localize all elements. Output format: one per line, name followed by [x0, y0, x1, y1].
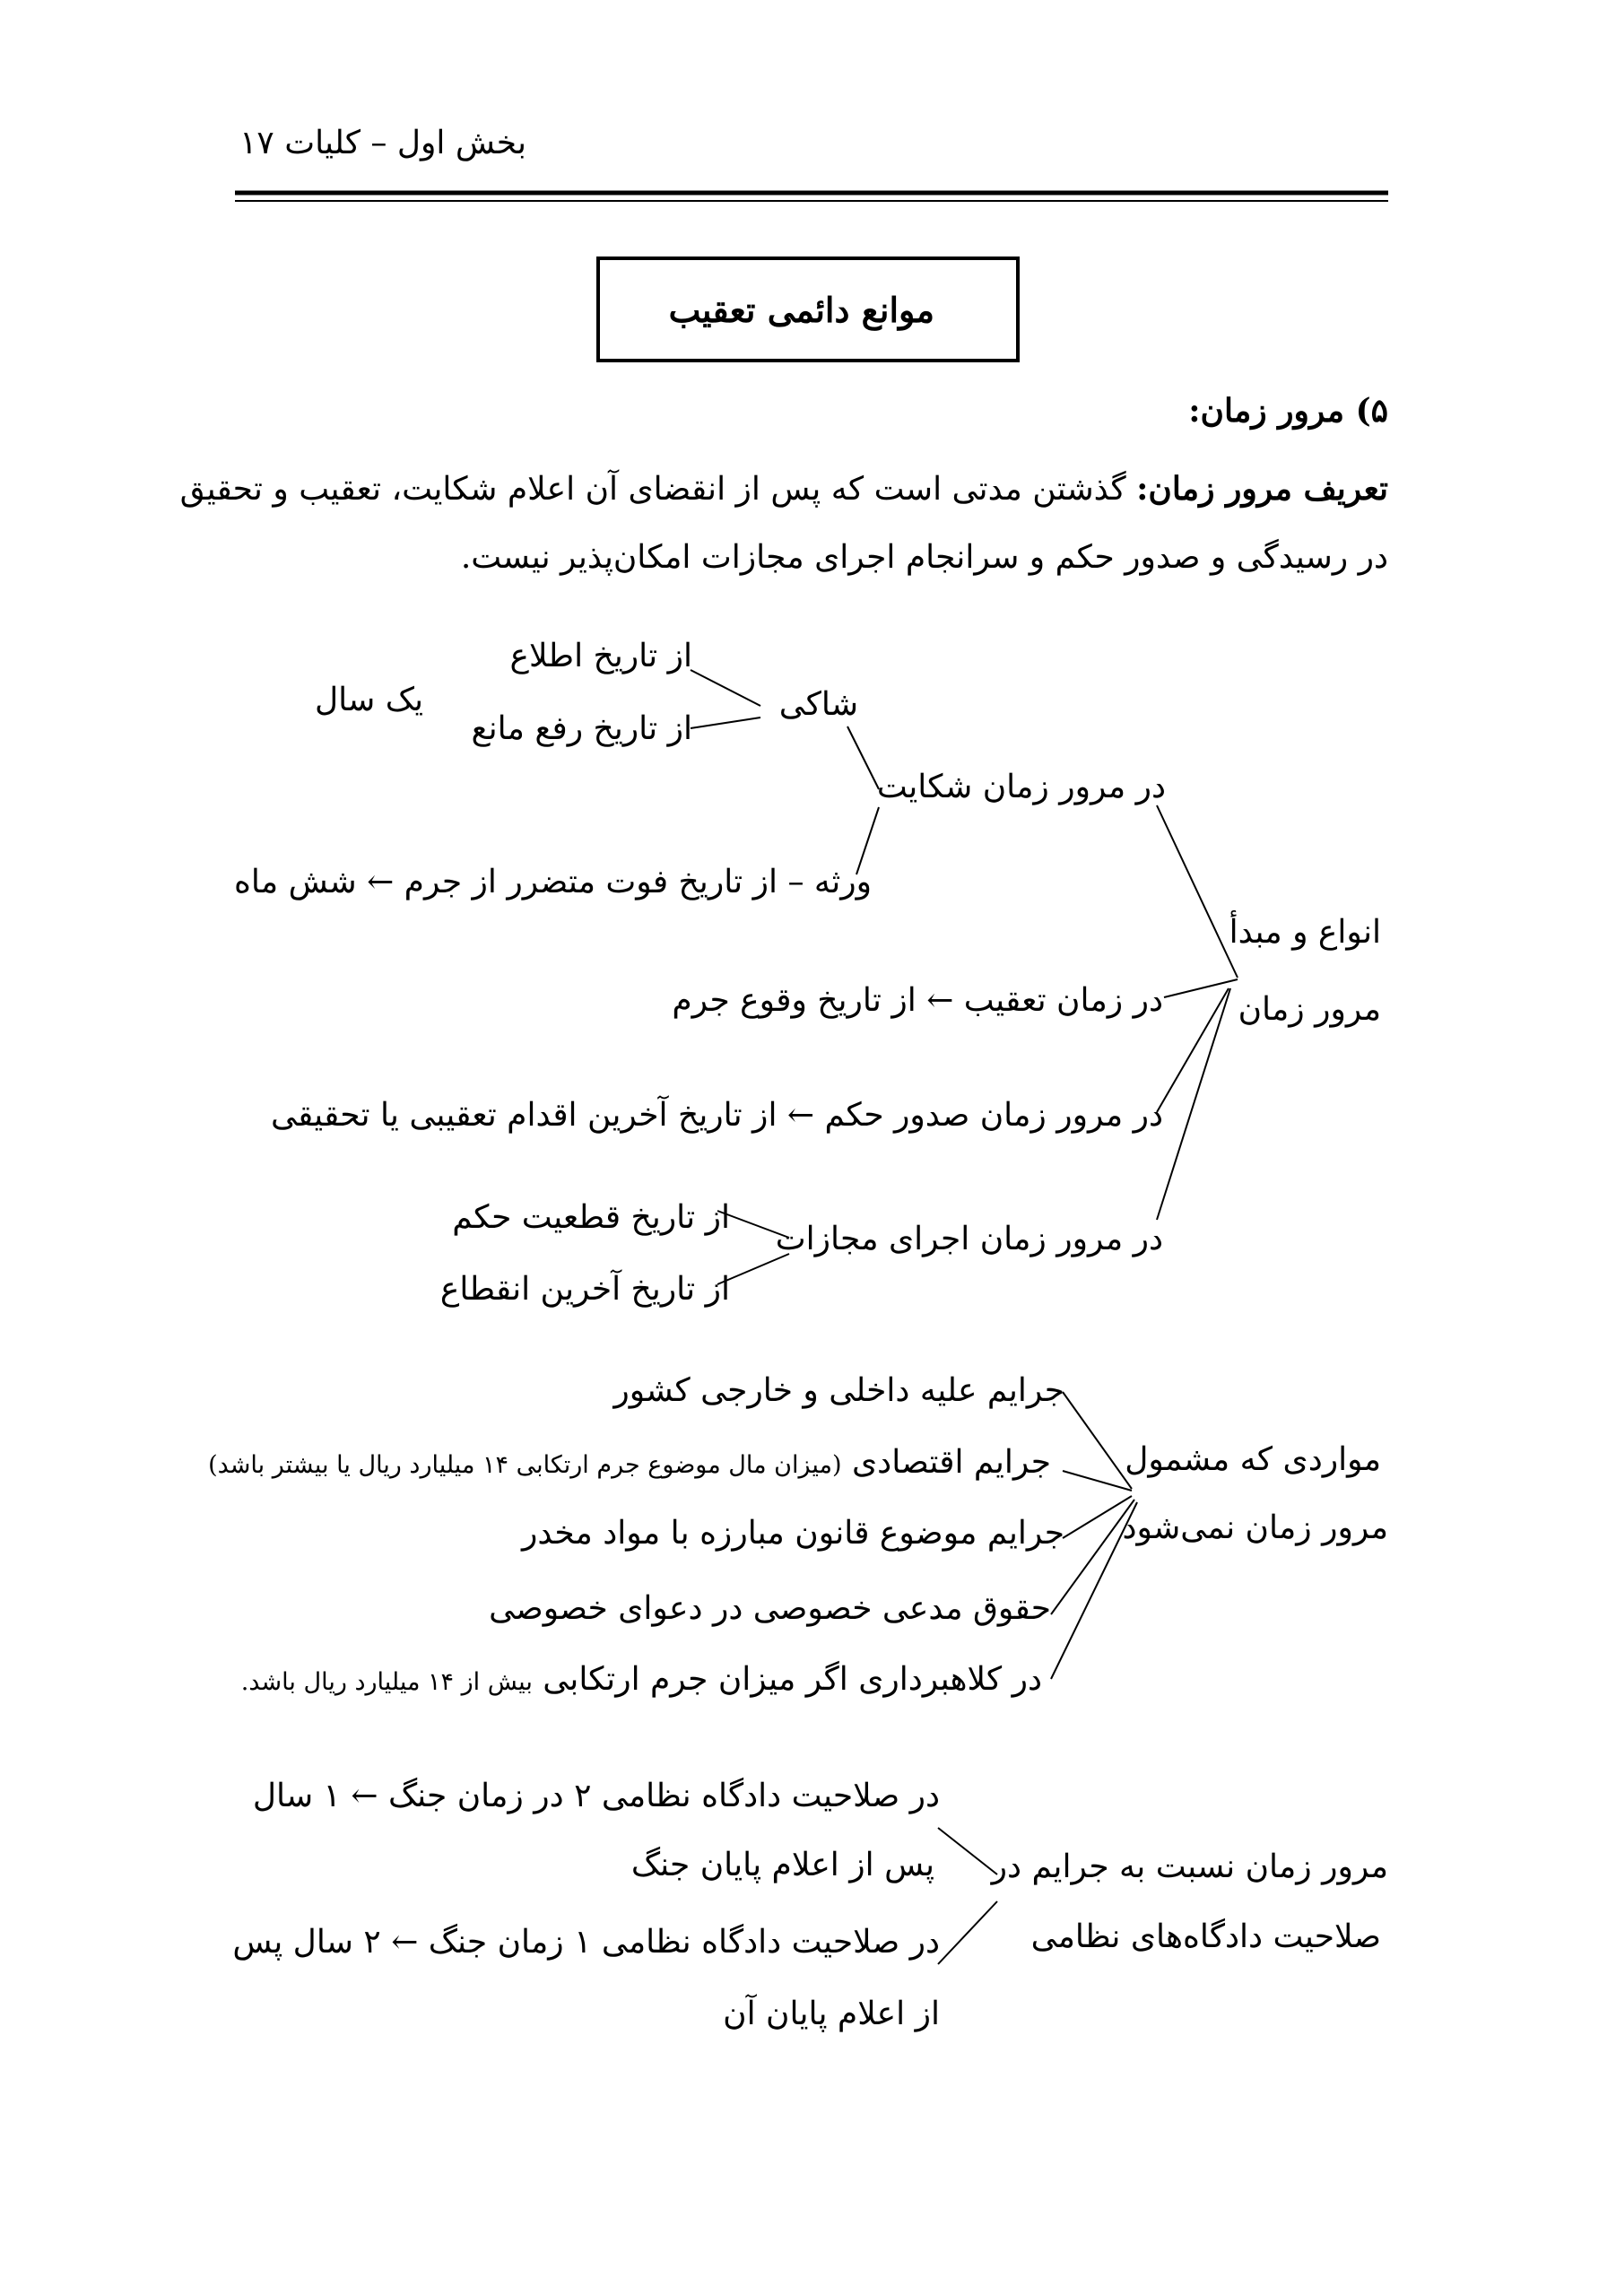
d1-from-finality: از تاریخ قطعیت حکم [452, 1199, 730, 1236]
section-heading: ۵) مرور زمان: [1188, 392, 1388, 430]
d2-item-4: حقوق مدعی خصوصی در دعوای خصوصی [489, 1590, 1051, 1627]
title-box-text: موانع دائمی تعقیب [668, 290, 934, 330]
definition-line-1 [179, 470, 1388, 508]
d1-one-year: یک سال [315, 682, 423, 718]
d2-item-2 [208, 1444, 1051, 1481]
connector [1164, 979, 1238, 997]
connector [691, 670, 760, 706]
running-header: بخش اول – کلیات ۱۷ [239, 125, 526, 161]
d2-root-line-1: مواردی که مشمول [1125, 1441, 1381, 1478]
d1-prosecution: در زمان تعقیب ← از تاریخ وقوع جرم [672, 982, 1163, 1019]
d2-item-5-main: در کلاهبرداری اگر میزان جرم ارتکابی [543, 1661, 1042, 1698]
d1-complainant: شاکی [778, 686, 858, 723]
d1-from-notice: از تاریخ اطلاع [509, 638, 692, 674]
definition-label: تعریف مرور زمان: [1136, 470, 1388, 508]
d2-item-5 [240, 1661, 1042, 1698]
d2-item-5-note: بیش از ۱۴ میلیارد ریال باشد. [240, 1668, 533, 1696]
d1-heirs: ورثه – از تاریخ فوت متضرر از جرم ← شش ماه [234, 864, 872, 900]
connector [691, 718, 760, 728]
d3-b-line-2: از اعلام پایان آن [723, 1996, 940, 2032]
d1-complaint: در مرور زمان شکایت [876, 769, 1166, 805]
connector [938, 1828, 997, 1874]
d2-item-2-main: جرایم اقتصادی [851, 1444, 1051, 1481]
d2-item-2-note: (میزان مال موضوع جرم ارتکابی ۱۴ میلیارد ریال یا بیشتر باشد) [208, 1451, 842, 1479]
d2-item-1: جرایم علیه داخلی و خارجی کشور [613, 1372, 1064, 1409]
d1-execution: در مرور زمان اجرای مجازات [775, 1221, 1163, 1257]
d3-root-line-1: مرور زمان نسبت به جرایم در [991, 1848, 1388, 1885]
d1-root-line-1: انواع و مبدأ [1229, 914, 1381, 951]
d1-root-line-2: مرور زمان [1238, 991, 1381, 1028]
d3-b-line-1: در صلاحیت دادگاه نظامی ۱ زمان جنگ ← ۲ سال پس [232, 1924, 940, 1961]
d1-from-last-interruption: از تاریخ آخرین انقطاع [439, 1271, 730, 1308]
d2-item-3: جرایم موضوع قانون مبارزه با مواد مخدر [522, 1515, 1064, 1552]
d3-a-line-1: در صلاحیت دادگاه نظامی ۲ در زمان جنگ ← ۱ سال [252, 1778, 940, 1814]
connector [847, 726, 879, 789]
connector [1157, 988, 1230, 1220]
connector [938, 1901, 997, 1964]
definition-text-1: گذشتن مدتی است که پس از انقضای آن اعلام شکایت، تعقیب و تحقیق [179, 471, 1126, 508]
d2-root-line-2: مرور زمان نمی‌شود [1122, 1509, 1388, 1546]
connector [1157, 805, 1238, 978]
d1-from-removal: از تاریخ رفع مانع [471, 710, 692, 747]
definition-line-2: در رسیدگی و صدور حکم و سرانجام اجرای مجازات امکان‌پذیر نیست. [460, 539, 1388, 576]
d1-verdict: در مرور زمان صدور حکم ← از تاریخ آخرین اقدام تعقیبی یا تحقیقی [270, 1097, 1163, 1134]
connector [1157, 988, 1229, 1112]
d3-root-line-2: صلاحیت دادگاه‌های نظامی [1030, 1918, 1381, 1955]
d3-a-line-2: پس از اعلام پایان جنگ [630, 1847, 934, 1883]
